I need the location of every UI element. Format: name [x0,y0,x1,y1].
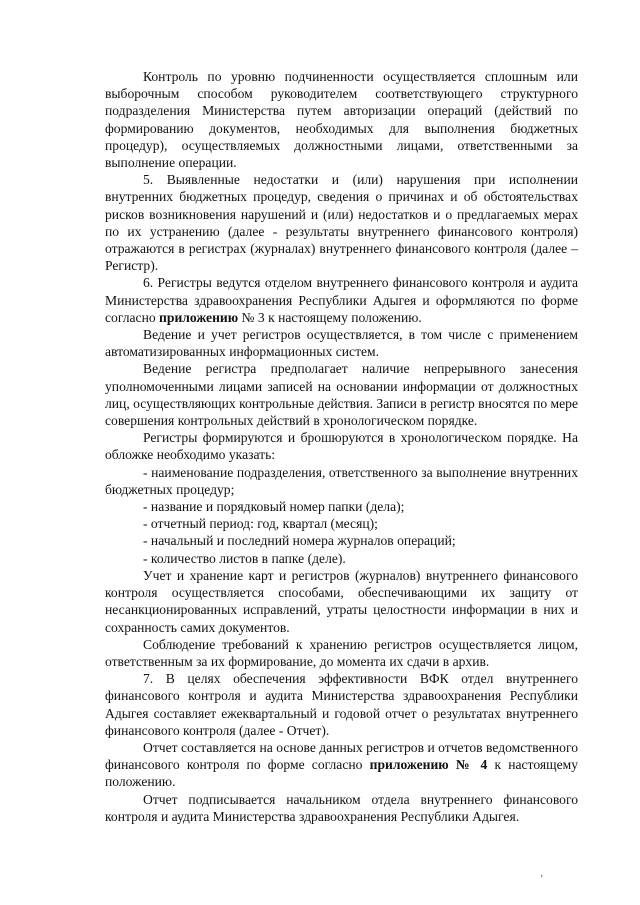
footer-mark: ‚ [540,868,544,879]
paragraph-storage: Учет и хранение карт и регистров (журналов) внутреннего финансового контроля осуществляется способами, обеспечивающими их защиту от несанкционированных исправлений, утраты целостности информации в них и сохранность самих документов. [105,567,578,635]
paragraph-register-entries: Ведение регистра предполагает наличие непрерывного занесения уполномоченными лицами записей на основании информации от должностных лиц, осуществляющих контрольные действия. Записи в регистр вносятся по мере совершения контрольных действий в хронологическом порядке. [105,361,578,429]
list-item-sheet-count: - количество листов в папке (деле). [143,550,346,566]
list-item-department: - наименование подразделения, ответственного за выполнение внутренних бюджетных процедур; [105,464,578,497]
paragraph-6-text: 6. Регистры ведутся отделом внутреннего финансового контроля и аудита Министерства здравоохранения Республики Адыгея и оформляются по форме согласно [105,275,578,325]
paragraph-report-basis-text: Отчет составляется на основе данных регистров и отчетов ведомственного финансового контроля по форме согласно [105,739,578,773]
paragraph-report-basis [105,739,578,791]
paragraph-registers-accounting: Ведение и учет регистров осуществляется, в том числе с применением автоматизированных информационных систем. [105,327,578,360]
list-item-reporting-period: - отчетный период: год, квартал (месяц); [143,516,378,532]
paragraph-5: 5. Выявленные недостатки и (или) нарушения при исполнении внутренних бюджетных процедур, сведения о причинах и об обстоятельствах рисков возникновения нарушений и (или) недостатков и о предлагаемых мерах по их устранению (далее - результаты внутреннего финансового контроля) отражаются в регистрах (журналах) внутреннего финансового контроля (далее – Регистр). [105,172,578,274]
paragraph-report-basis-tail: к настоящему положению. [105,757,579,790]
appendix-4-link: приложению № 4 [369,757,488,773]
paragraph-6-tail: № 3 к настоящему положению. [238,309,422,325]
list-item-folder-name: - название и порядковый номер папки (дела); [143,499,405,515]
paragraph-7: 7. В целях обеспечения эффективности ВФК отдел внутреннего финансового контроля и аудита Министерства здравоохранения Республики Адыгея составляет ежеквартальный и годовой отчет о результатах внутреннего финансового контроля (далее - Отчет). [105,671,578,738]
paragraph-storage-compliance: Соблюдение требований к хранению регистров осуществляется лицом, ответственным за их формирование, до момента их сдачи в архив. [105,636,578,669]
appendix-3-link: приложению [159,309,239,325]
paragraph-6 [105,274,578,326]
paragraph-report-signature: Отчет подписывается начальником отдела внутреннего финансового контроля и аудита Министерства здравоохранения Республики Адыгея. [105,791,578,824]
list-item-journal-numbers: - начальный и последний номера журналов операций; [143,533,456,549]
paragraph-cover-requirements: Регистры формируются и брошюруются в хронологическом порядке. На обложке необходимо указать: [105,430,578,463]
paragraph-control-subordination: Контроль по уровню подчиненности осуществляется сплошным или выборочным способом руководителем соответствующего структурного подразделения Министерства путем авторизации операций (действий по формированию документов, необходимых для выполнения бюджетных процедур), осуществляемых должностными лицами, ответственными за выполнение операции. [105,69,578,171]
